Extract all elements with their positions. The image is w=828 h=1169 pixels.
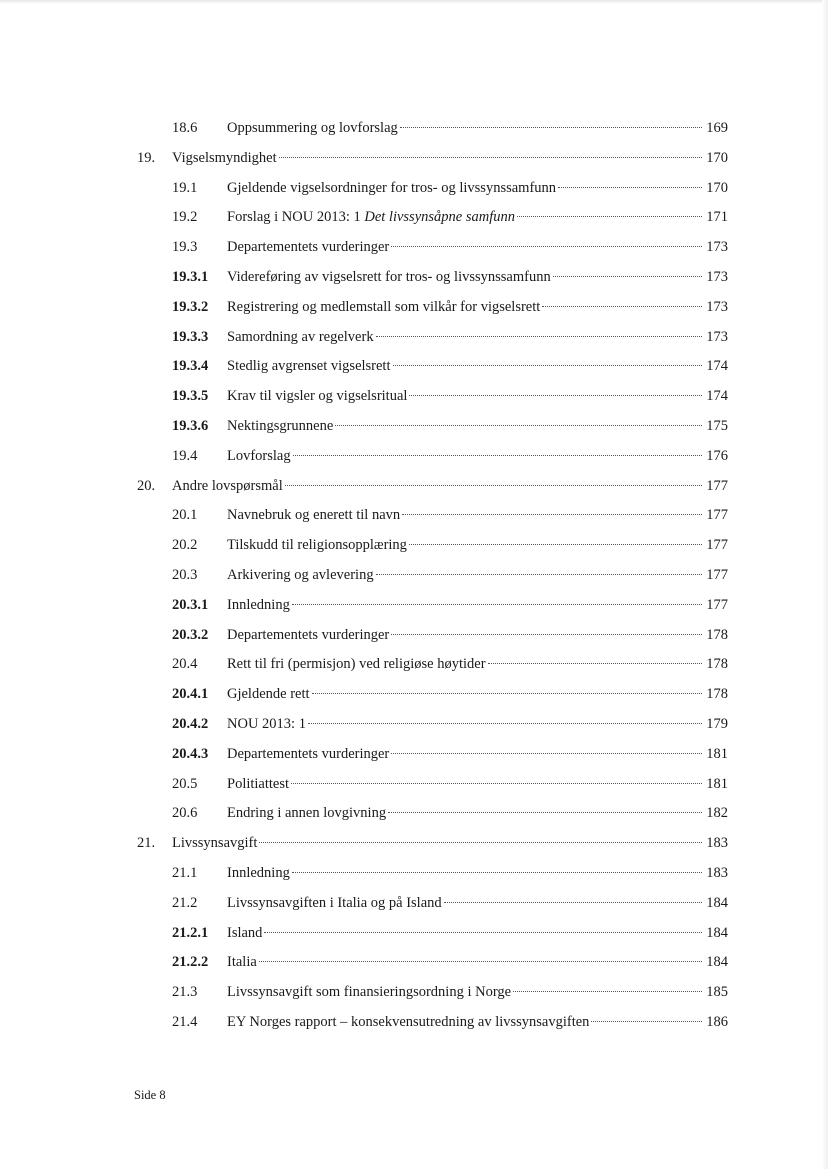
toc-entry-page: 179	[706, 715, 728, 732]
toc-entry	[0, 174, 828, 204]
toc-entry	[0, 710, 828, 740]
toc-entry-title	[227, 859, 290, 889]
toc-entry-title	[227, 770, 289, 800]
toc-entry-line	[227, 203, 728, 233]
toc-entry-number: 21.2.2	[172, 954, 209, 971]
dot-leader	[409, 395, 702, 396]
toc-entry-line	[227, 740, 728, 770]
toc-entry	[0, 770, 828, 800]
toc-entry	[0, 114, 828, 144]
dot-leader	[279, 157, 702, 158]
toc-entry-page: 173	[706, 328, 728, 345]
toc-entry-number: 19.3.5	[172, 388, 209, 405]
toc-entry-line	[227, 680, 728, 710]
toc-entry	[0, 859, 828, 889]
dot-leader	[259, 842, 702, 843]
toc-entry-number: 21.3	[172, 984, 198, 1001]
dot-leader	[517, 216, 702, 217]
toc-entry-title	[227, 382, 407, 412]
toc-entry-line	[172, 472, 728, 502]
toc-entry	[0, 919, 828, 949]
toc-entry-line	[227, 621, 728, 651]
toc-entry-line	[227, 889, 728, 919]
toc-entry-number: 19.3.1	[172, 268, 209, 285]
toc-entry-title	[227, 978, 511, 1008]
toc-entry-title-text: Gjeldende rett	[227, 686, 310, 703]
toc-entry-page: 175	[706, 417, 728, 434]
toc-entry-number: 19.1	[172, 179, 198, 196]
dot-leader	[400, 127, 702, 128]
toc-entry-title-text: Navnebruk og enerett til navn	[227, 507, 401, 524]
toc-entry-number: 20.4.2	[172, 715, 209, 732]
toc-entry-number: 20.6	[172, 805, 198, 822]
toc-entry-page: 176	[706, 447, 728, 464]
toc-entry-page: 171	[706, 209, 728, 226]
toc-entry-title	[227, 948, 257, 978]
toc-entry-page: 174	[706, 388, 728, 405]
dot-leader	[513, 991, 702, 992]
toc-entry	[0, 978, 828, 1008]
toc-entry-title-text: Innledning	[227, 864, 290, 881]
toc-entry-line	[227, 770, 728, 800]
toc-entry-number: 20.4.3	[172, 745, 209, 762]
toc-entry-number: 21.2.1	[172, 924, 209, 941]
toc-entry-title	[227, 263, 551, 293]
toc-entry	[0, 323, 828, 353]
toc-entry-page: 170	[706, 149, 728, 166]
dot-leader	[409, 544, 702, 545]
toc-entry-title-text: Livssynsavgiften i Italia og på Island	[227, 894, 442, 911]
toc-entry-page: 182	[706, 805, 728, 822]
toc-entry-title-text: Oppsummering og lovforslag	[227, 120, 398, 136]
toc-entry-page: 183	[706, 835, 728, 852]
dot-leader	[308, 723, 702, 724]
toc-entry-title	[227, 412, 333, 442]
toc-entry-title-text: NOU 2013: 1	[227, 715, 306, 732]
toc-entry-page: 177	[706, 477, 728, 494]
toc-entry-title-text: Politiattest	[227, 775, 290, 792]
toc-entry-page: 174	[706, 358, 728, 375]
toc-entry-page: 183	[706, 864, 728, 881]
toc-entry-title-text: Endring i annen lovgivning	[227, 805, 387, 822]
toc-entry-line	[227, 591, 728, 621]
dot-leader	[259, 961, 702, 962]
toc-entry-title-text: Innledning	[227, 596, 290, 613]
toc-entry-title-text: Livssynsavgift	[172, 835, 258, 852]
toc-entry-line	[227, 948, 728, 978]
toc-entry	[0, 889, 828, 919]
toc-entry	[0, 561, 828, 591]
toc-entry-title	[227, 919, 262, 949]
toc-entry-line	[227, 919, 728, 949]
toc-entry-line	[227, 442, 728, 472]
toc-entry-title-text: Videreføring av vigselsrett for tros- og livssynssamfunn	[227, 268, 551, 285]
toc-entry-title-italic: Det livssynsåpne samfunn	[364, 209, 515, 226]
toc-entry-number: 21.1	[172, 864, 198, 881]
toc-entry-title-text: Departementets vurderinger	[227, 239, 390, 256]
toc-entry-title	[227, 323, 374, 353]
toc-entry-line	[227, 978, 728, 1008]
toc-entry-line	[227, 233, 728, 263]
dot-leader	[391, 246, 702, 247]
toc-entry-title	[227, 531, 407, 561]
toc-entry-number: 18.6	[172, 120, 198, 136]
toc-entry-line	[227, 1008, 728, 1038]
dot-leader	[292, 604, 702, 605]
toc-entry	[0, 591, 828, 621]
toc-entry-title	[227, 799, 386, 829]
toc-entry	[0, 680, 828, 710]
toc-entry-title	[227, 710, 306, 740]
dot-leader	[391, 753, 702, 754]
toc-entry-title-text: Departementets vurderinger	[227, 626, 390, 643]
toc-entry	[0, 948, 828, 978]
toc-entry	[0, 352, 828, 382]
toc-entry-line	[227, 799, 728, 829]
toc-entry	[0, 531, 828, 561]
dot-leader	[291, 783, 702, 784]
toc-entry-title-text: Livssynsavgift som finansieringsordning i Norge	[227, 984, 512, 1001]
toc-entry-line	[172, 144, 728, 174]
toc-entry	[0, 263, 828, 293]
toc-entry-title-text: Gjeldende vigselsordninger for tros- og livssynssamfunn	[227, 179, 557, 196]
toc-entry-page: 186	[706, 1013, 728, 1030]
page-top-edge	[0, 0, 828, 4]
toc-entry-page: 181	[706, 775, 728, 792]
toc-entry-title	[227, 889, 442, 919]
dot-leader	[488, 663, 702, 664]
toc-entry-title-text: Krav til vigsler og vigselsritual	[227, 388, 408, 405]
toc-entry-title-text: Samordning av regelverk	[227, 328, 374, 345]
toc-entry-title	[227, 650, 486, 680]
dot-leader	[388, 812, 702, 813]
toc-entry-number: 19.2	[172, 209, 198, 226]
toc-entry-line	[227, 650, 728, 680]
toc-entry-number: 20.3.1	[172, 596, 209, 613]
toc-entry-number: 19.3	[172, 239, 198, 256]
toc-entry-title-text: Lovforslag	[227, 447, 291, 464]
toc-entry-line	[227, 561, 728, 591]
toc-entry-page: 170	[706, 179, 728, 196]
toc-entry-title	[227, 174, 556, 204]
toc-entry-number: 19.	[137, 149, 156, 166]
toc-entry-title-text: Island	[227, 924, 263, 941]
toc-entry-title-text: Nektingsgrunnene	[227, 417, 334, 434]
dot-leader	[391, 634, 702, 635]
toc-entry-title	[227, 680, 310, 710]
toc-entry-title-text: Andre lovspørsmål	[172, 477, 283, 494]
toc-entry-line	[172, 829, 728, 859]
toc-entry-title-text: Forslag i NOU 2013: 1	[227, 209, 365, 226]
toc-entry	[0, 501, 828, 531]
toc-entry-title	[172, 144, 277, 174]
toc-entry-page: 177	[706, 507, 728, 524]
toc-entry	[0, 829, 828, 859]
dot-leader	[393, 365, 703, 366]
toc-entry-line	[227, 412, 728, 442]
toc-entry-page: 184	[706, 924, 728, 941]
toc-entry-title	[227, 621, 389, 651]
toc-entry	[0, 293, 828, 323]
toc-entry-page: 169	[706, 120, 728, 136]
dot-leader	[376, 574, 702, 575]
toc-entry-line	[227, 382, 728, 412]
toc-entry-title	[227, 561, 374, 591]
toc-entry	[0, 442, 828, 472]
toc-entry-title-text: Tilskudd til religionsopplæring	[227, 537, 407, 554]
toc-entry-number: 21.4	[172, 1013, 198, 1030]
toc-entry-number: 20.2	[172, 537, 198, 554]
toc-entry-page: 178	[706, 656, 728, 673]
toc-entry-number: 19.4	[172, 447, 198, 464]
toc-entry-title-text: Stedlig avgrenset vigselsrett	[227, 358, 391, 375]
toc-entry-number: 21.2	[172, 894, 198, 911]
toc-entry-number: 19.3.6	[172, 417, 209, 434]
toc-entry-title	[227, 114, 398, 144]
toc-entry-line	[227, 114, 728, 144]
page-footer	[134, 1088, 166, 1103]
dot-leader	[292, 872, 702, 873]
toc-entry-number: 20.1	[172, 507, 198, 524]
toc-entry-title-text: Italia	[227, 954, 257, 971]
toc-entry-number: 21.	[137, 835, 156, 852]
toc-entry	[0, 472, 828, 502]
dot-leader	[335, 425, 702, 426]
toc-entry-page: 177	[706, 566, 728, 583]
toc-entry-title	[227, 203, 515, 233]
toc-entry-number: 20.3.2	[172, 626, 209, 643]
toc-entry-title-text: Departementets vurderinger	[227, 745, 390, 762]
dot-leader	[312, 693, 702, 694]
toc-entry-page: 177	[706, 596, 728, 613]
toc-entry-line	[227, 859, 728, 889]
toc-entry-title	[172, 472, 283, 502]
dot-leader	[542, 306, 702, 307]
toc-entry	[0, 233, 828, 263]
toc-entry-number: 20.5	[172, 775, 198, 792]
toc-entry-number: 19.3.3	[172, 328, 209, 345]
toc-entry	[0, 1008, 828, 1038]
toc-entry-title-text: Registrering og medlemstall som vilkår for vigselsrett	[227, 298, 541, 315]
dot-leader	[293, 455, 702, 456]
toc-entry	[0, 740, 828, 770]
toc-entry-page: 178	[706, 626, 728, 643]
toc-entry	[0, 144, 828, 174]
dot-leader	[285, 485, 702, 486]
toc-entry	[0, 382, 828, 412]
toc-entry-number: 20.3	[172, 566, 198, 583]
dot-leader	[558, 187, 702, 188]
dot-leader	[553, 276, 702, 277]
toc-entry	[0, 412, 828, 442]
toc-entry-page: 173	[706, 268, 728, 285]
toc-entry-title-text: Rett til fri (permisjon) ved religiøse høytider	[227, 656, 486, 673]
toc-entry-page: 184	[706, 954, 728, 971]
toc-entry-number: 20.4	[172, 656, 198, 673]
table-of-contents	[0, 114, 828, 1038]
dot-leader	[376, 336, 702, 337]
toc-entry-title	[227, 740, 389, 770]
toc-entry-number: 20.4.1	[172, 686, 209, 703]
toc-entry-line	[227, 293, 728, 323]
toc-entry-number: 19.3.4	[172, 358, 209, 375]
toc-entry-line	[227, 501, 728, 531]
toc-entry-line	[227, 263, 728, 293]
toc-entry-page: 178	[706, 686, 728, 703]
toc-entry-title	[227, 352, 391, 382]
toc-entry-line	[227, 710, 728, 740]
toc-entry-page: 181	[706, 745, 728, 762]
toc-entry-number: 20.	[137, 477, 156, 494]
toc-entry-title	[172, 829, 257, 859]
toc-entry	[0, 650, 828, 680]
dot-leader	[591, 1021, 702, 1022]
toc-entry-title-text: Arkivering og avlevering	[227, 566, 374, 583]
toc-entry-title-text: EY Norges rapport – konsekvensutredning av livssynsavgiften	[227, 1013, 590, 1030]
dot-leader	[264, 932, 702, 933]
toc-entry-title	[227, 442, 291, 472]
toc-entry	[0, 799, 828, 829]
toc-entry-title	[227, 501, 400, 531]
toc-entry-title	[227, 233, 389, 263]
toc-entry-page: 184	[706, 894, 728, 911]
toc-entry-title	[227, 1008, 589, 1038]
page-number-label: Side 8	[134, 1088, 166, 1102]
toc-entry	[0, 621, 828, 651]
toc-entry-title-text: Vigselsmyndighet	[172, 149, 277, 166]
dot-leader	[444, 902, 702, 903]
toc-entry-title	[227, 293, 540, 323]
toc-entry-line	[227, 352, 728, 382]
toc-entry-line	[227, 531, 728, 561]
toc-entry-page: 177	[706, 537, 728, 554]
toc-entry	[0, 203, 828, 233]
toc-entry-number: 19.3.2	[172, 298, 209, 315]
toc-entry-page: 185	[706, 984, 728, 1001]
dot-leader	[402, 514, 702, 515]
toc-entry-line	[227, 174, 728, 204]
toc-entry-page: 173	[706, 298, 728, 315]
toc-entry-title	[227, 591, 290, 621]
toc-entry-line	[227, 323, 728, 353]
toc-entry-page: 173	[706, 239, 728, 256]
